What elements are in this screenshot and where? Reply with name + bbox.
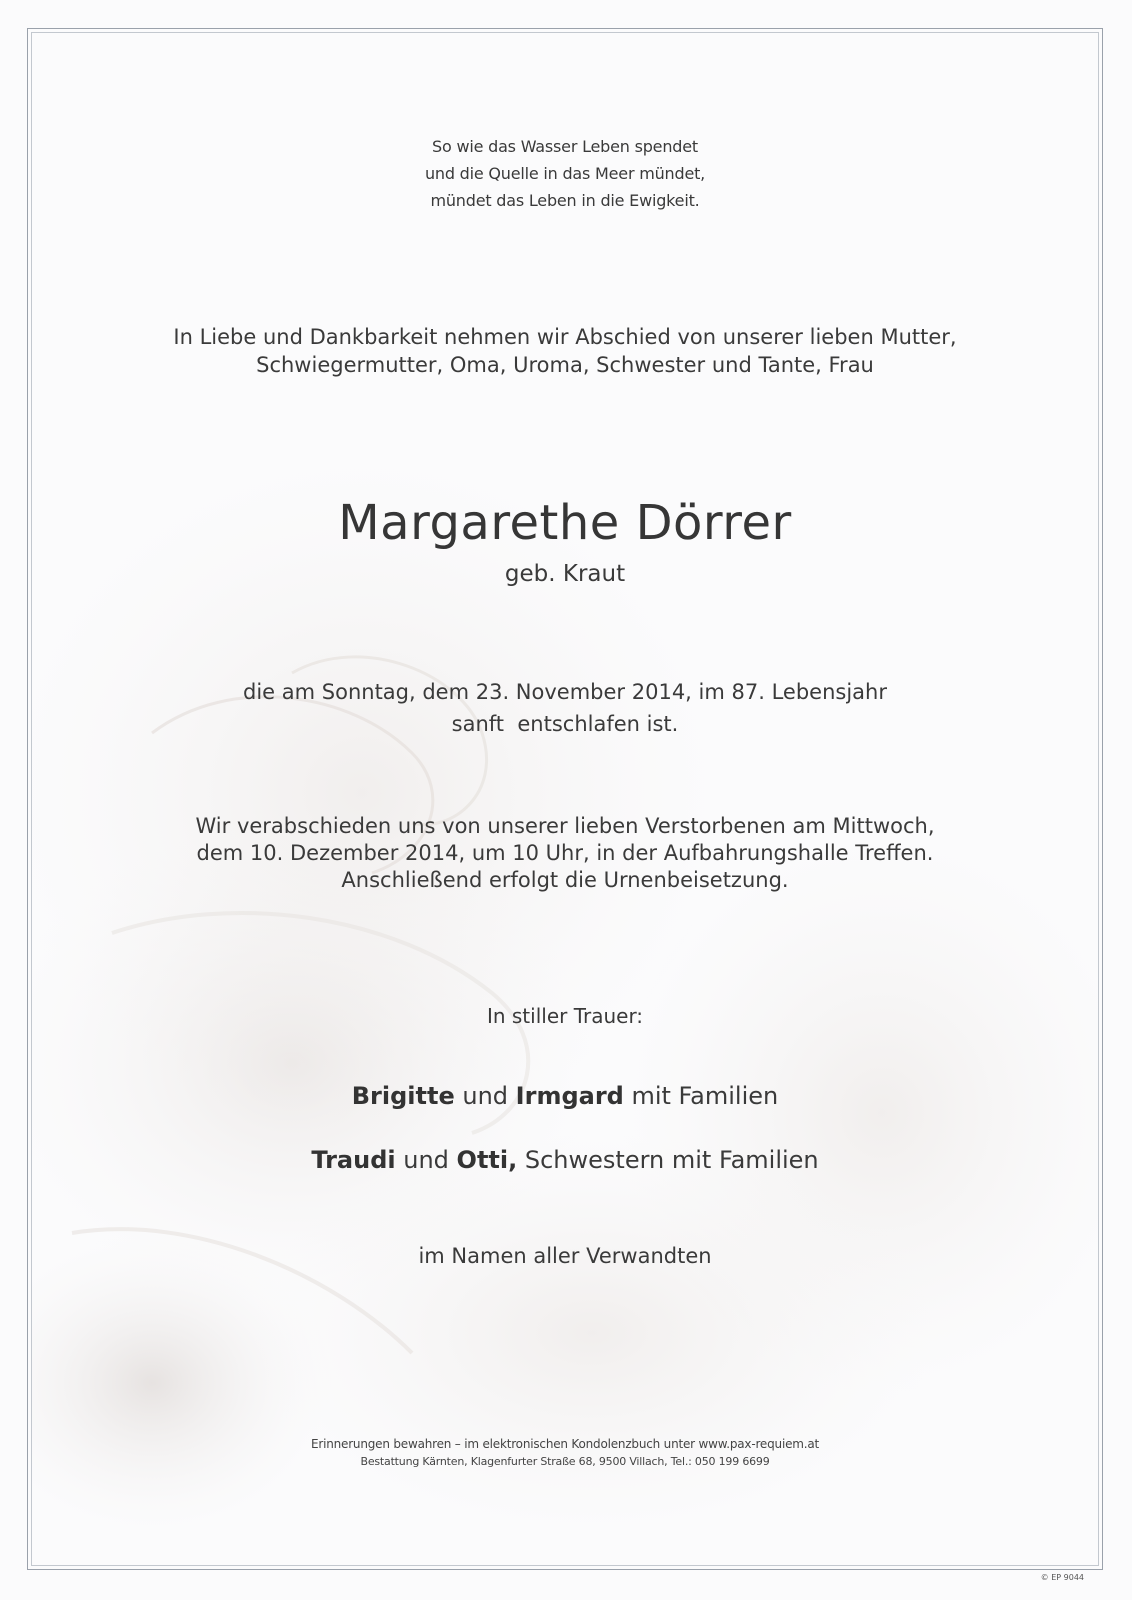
document-code: © EP 9044 — [1040, 1573, 1084, 1582]
funeral-line: Wir verabschieden uns von unserer lieben Verstorbenen am Mittwoch, — [195, 814, 935, 838]
funeral-line: Anschließend erfolgt die Urnenbeisetzung. — [341, 868, 789, 892]
relatives-line: im Namen aller Verwandten — [418, 1244, 712, 1268]
poem-line: mündet das Leben in die Ewigkeit. — [430, 191, 700, 210]
mourner-name: Irmgard — [515, 1082, 624, 1110]
mourner-suffix: mit Familien — [623, 1082, 779, 1110]
mourner-name: Brigitte — [351, 1082, 455, 1110]
mourners-family-1 — [32, 1079, 1098, 1113]
condolence-book-link[interactable]: Erinnerungen bewahren – im elektronischen Kondolenzbuch unter www.pax-requiem.at — [310, 1437, 820, 1451]
connector-text: und — [454, 1082, 516, 1110]
poem — [32, 133, 1098, 214]
deceased-name: Margarethe Dörrer — [338, 495, 792, 551]
intro-text — [32, 323, 1098, 379]
death-notice — [32, 676, 1098, 740]
death-notice-line: sanft entschlafen ist. — [451, 712, 679, 736]
poem-line: und die Quelle in das Meer mündet, — [424, 164, 706, 183]
mourners-family-2 — [32, 1143, 1098, 1177]
connector-text: und — [395, 1146, 457, 1174]
maiden-name: geb. Kraut — [504, 561, 626, 587]
mourner-name: Otti, — [456, 1146, 518, 1174]
intro-line: Schwiegermutter, Oma, Uroma, Schwester und Tante, Frau — [256, 353, 874, 377]
poem-line: So wie das Wasser Leben spendet — [432, 137, 698, 156]
mourning-heading: In stiller Trauer: — [486, 1004, 644, 1028]
funeral-notice — [32, 813, 1098, 894]
mourner-name: Traudi — [311, 1146, 396, 1174]
funeral-line: dem 10. Dezember 2014, um 10 Uhr, in der Aufbahrungshalle Treffen. — [196, 841, 934, 865]
footer — [32, 1435, 1098, 1471]
mourner-suffix: Schwestern mit Familien — [517, 1146, 819, 1174]
death-notice-line: die am Sonntag, dem 23. November 2014, im 87. Lebensjahr — [243, 680, 887, 704]
intro-line: In Liebe und Dankbarkeit nehmen wir Abschied von unserer lieben Mutter, — [173, 325, 957, 349]
funeral-home-address: Bestattung Kärnten, Klagenfurter Straße 68, 9500 Villach, Tel.: 050 199 6699 — [360, 1455, 770, 1468]
obituary-content — [32, 33, 1098, 1565]
